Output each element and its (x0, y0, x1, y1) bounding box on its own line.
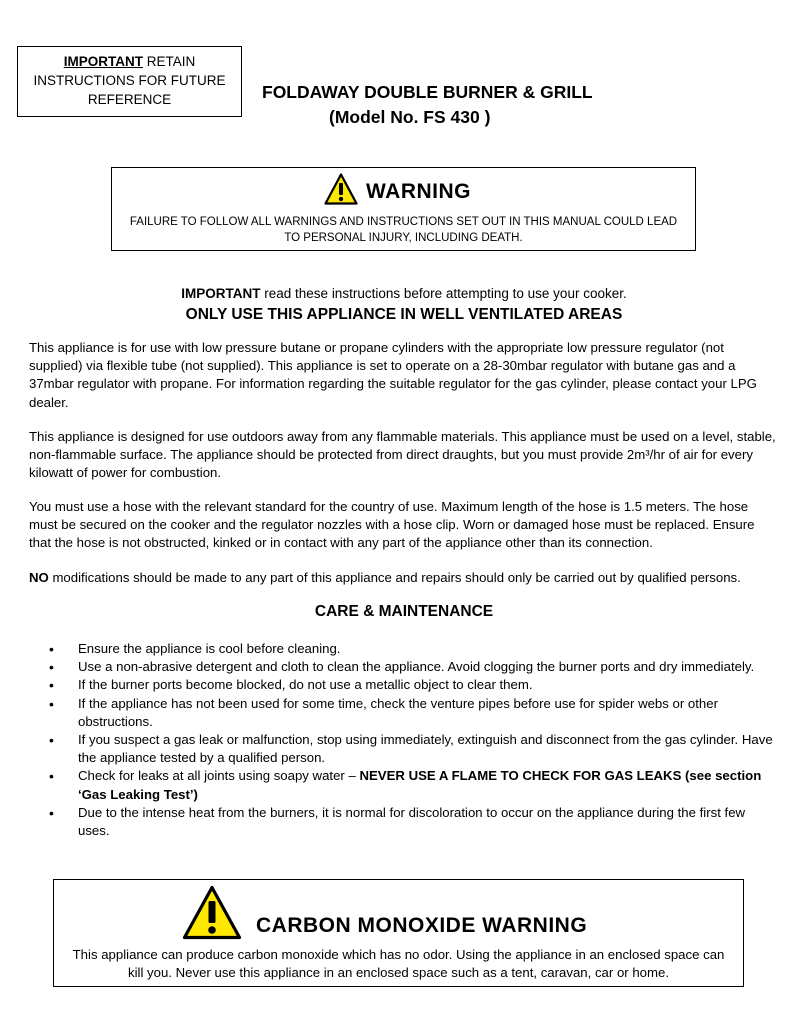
paragraph-hose: You must use a hose with the relevant standard for the country of use. Maximum length of the hose is 1.5 meters. The hose must be secured on the cooker and the regulator nozzles with a hose clip. Worn or damaged hose must be replaced. Ensure that the hose is not obstructed, kinked or in contact with any part of the appliance other than its connection. (29, 499, 755, 551)
paragraph-gas-supply: This appliance is for use with low pressure butane or propane cylinders with the appropriate low pressure regulator (not supplied) via flexible tube (not supplied). This appliance is set to operate on a 28-30mbar regulator with butane gas and a 37mbar regulator with propane. For information regarding the suitable regulator for the gas cylinder, please contact your LPG dealer. (29, 340, 757, 410)
list-item: • Ensure the appliance is cool before cleaning. (30, 640, 780, 658)
list-item: • Due to the intense heat from the burners, it is normal for discoloration to occur on the appliance during the first few uses. (30, 804, 780, 840)
retain-line2: INSTRUCTIONS FOR FUTURE (33, 73, 226, 88)
page-title: FOLDAWAY DOUBLE BURNER & GRILL (262, 82, 593, 102)
paragraph-outdoor-use: This appliance is designed for use outdoors away from any flammable materials. This appliance must be used on a level, stable, non-flammable surface. The appliance should be protected from direct draughts, but you must provide 2m³/hr of air for every kilowatt of power for combustion. (29, 429, 776, 481)
modifications-no: NO (29, 570, 49, 585)
intro-line (0, 285, 808, 303)
retain-important-label: IMPORTANT (63, 54, 143, 69)
model-number: (Model No. FS 430 ) (329, 107, 491, 127)
list-item: • If you suspect a gas leak or malfunction, stop using immediately, extinguish and disconnect from the gas cylinder. Have the appliance tested by a qualified person. (30, 731, 780, 767)
list-item: • If the burner ports become blocked, do not use a metallic object to clear them. (30, 676, 780, 694)
paragraph-modifications (29, 569, 779, 587)
warning-triangle-icon (182, 885, 242, 940)
retain-instructions-box (17, 46, 242, 117)
care-heading: CARE & MAINTENANCE (314, 603, 494, 620)
list-item: • Use a non-abrasive detergent and cloth to clean the appliance. Avoid clogging the burner ports and dry immediately. (30, 658, 780, 676)
carbon-monoxide-warning-box (53, 879, 744, 987)
leak-check-bold: NEVER USE A FLAME TO CHECK FOR GAS LEAKS (see section ‘Gas Leaking Test’) (78, 768, 762, 802)
leak-check-text: Check for leaks at all joints using soapy water – (78, 768, 360, 784)
warning-heading: WARNING (366, 180, 471, 203)
warning-triangle-icon (324, 173, 358, 205)
carbon-monoxide-text: This appliance can produce carbon monoxide which has no odor. Using the appliance in an enclosed space can kill you. Never use this appliance in an enclosed space such as a tent, caravan, car or home. (72, 947, 725, 980)
list-item: • If the appliance has not been used for some time, check the venture pipes before use for spider webs or other obstructions. (30, 695, 780, 731)
retain-line3: REFERENCE (87, 92, 172, 107)
intro-read-text: read these instructions before attempting to use your cooker. (260, 286, 627, 301)
carbon-monoxide-heading: CARBON MONOXIDE WARNING (256, 914, 588, 937)
warning-box (111, 167, 696, 251)
warning-text: FAILURE TO FOLLOW ALL WARNINGS AND INSTRUCTIONS SET OUT IN THIS MANUAL COULD LEAD TO PERSONAL INJURY, INCLUDING DEATH. (129, 216, 678, 244)
ventilation-heading: ONLY USE THIS APPLIANCE IN WELL VENTILATED AREAS (185, 306, 623, 323)
care-list (30, 640, 780, 840)
retain-line1: RETAIN (142, 54, 196, 69)
modifications-text: modifications should be made to any part of this appliance and repairs should only be carried out by qualified persons. (48, 570, 741, 585)
intro-important: IMPORTANT (181, 286, 261, 301)
list-item (30, 767, 780, 803)
